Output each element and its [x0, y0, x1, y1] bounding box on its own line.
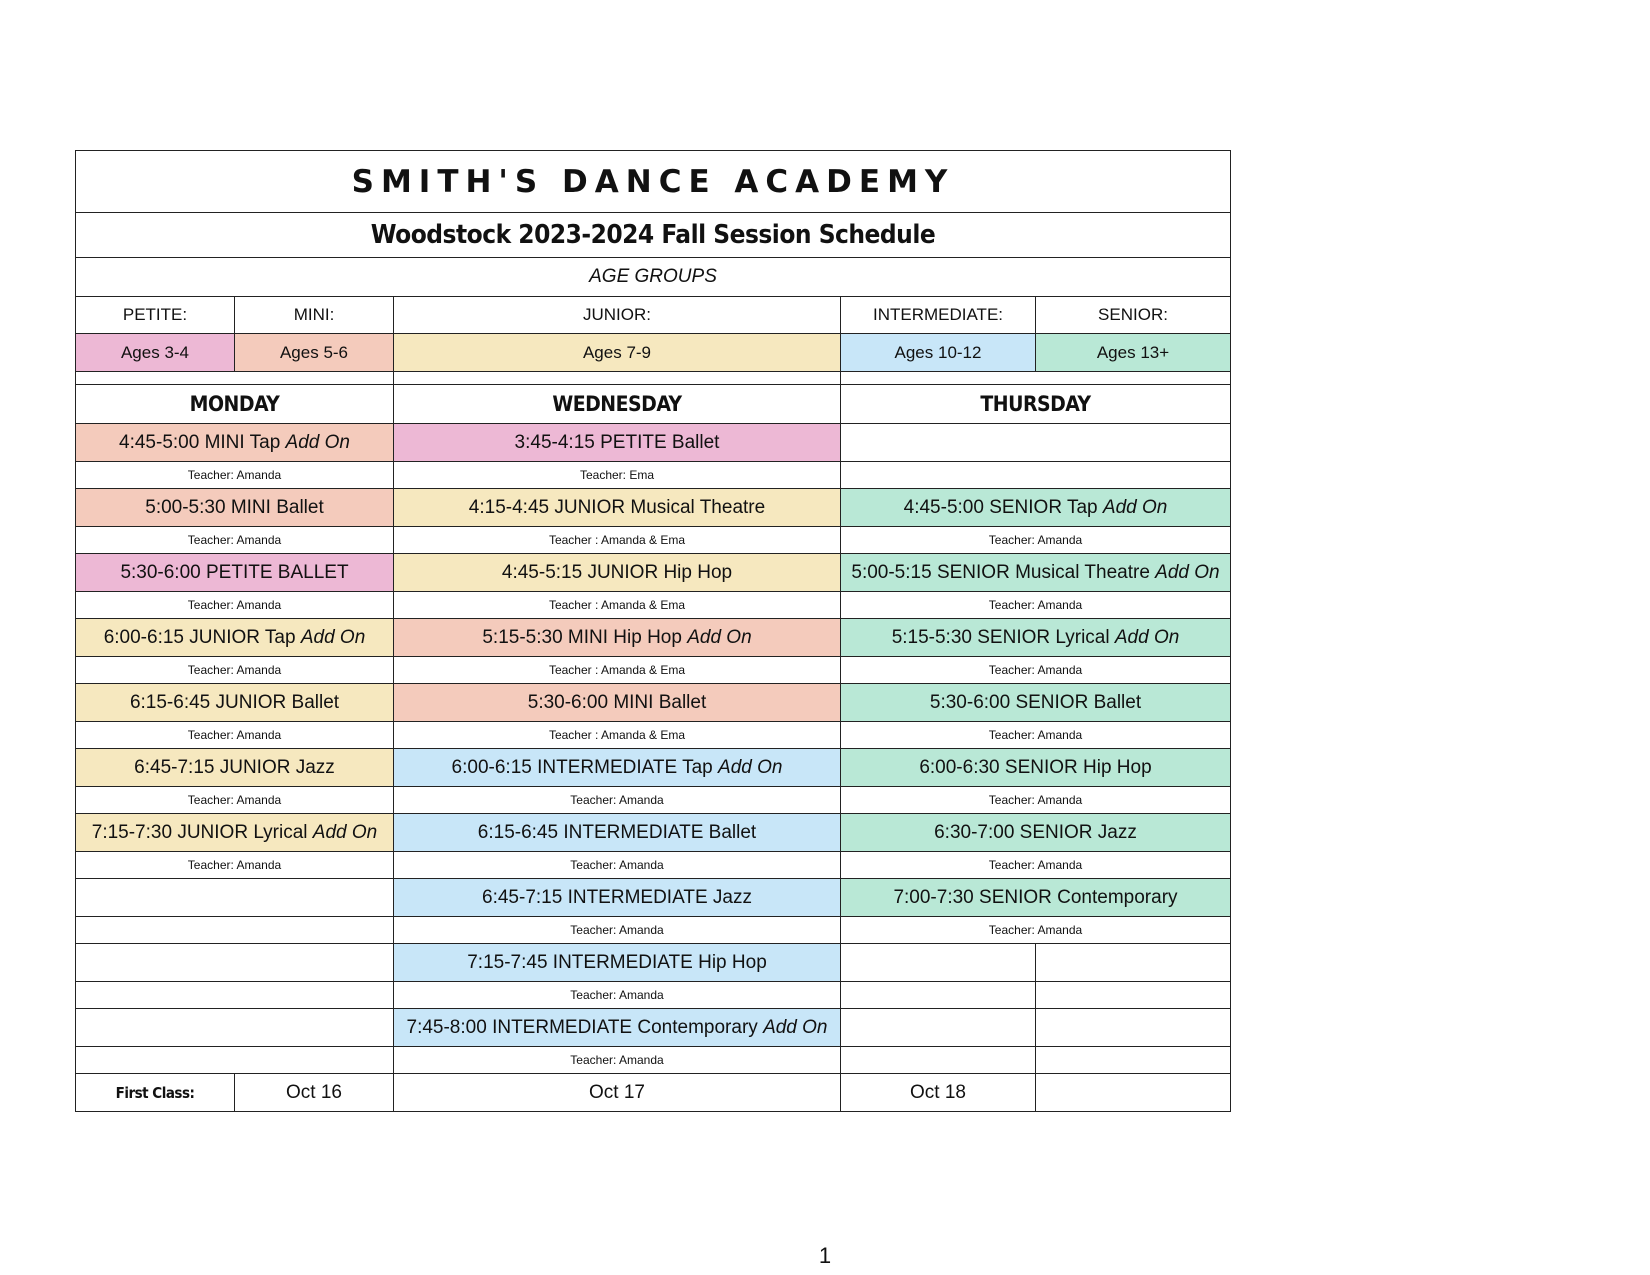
class-time-title: 7:15-7:45 INTERMEDIATE Hip Hop — [467, 951, 767, 973]
class-time-title: 3:45-4:15 PETITE Ballet — [514, 431, 720, 453]
teacher-cell-thursday: Teacher: Amanda — [841, 917, 1231, 944]
day-header-thursday: THURSDAY — [841, 385, 1231, 424]
class-time-title: 6:30-7:00 SENIOR Jazz — [934, 821, 1137, 843]
add-on-label: Add On — [687, 626, 752, 648]
teacher-cell-monday: Teacher: Amanda — [76, 462, 394, 489]
teacher-cell-monday: Teacher: Amanda — [76, 852, 394, 879]
teacher-cell-wednesday: Teacher: Ema — [394, 462, 841, 489]
first-class-thursday: Oct 18 — [841, 1074, 1036, 1112]
add-on-label: Add On — [1102, 496, 1168, 518]
teacher-cell-thursday: Teacher: Amanda — [841, 787, 1231, 814]
spacer-cell — [841, 372, 1231, 385]
class-cell-thursday — [841, 684, 1231, 722]
age-group-label-junior: JUNIOR: — [394, 297, 841, 334]
age-range-intermediate: Ages 10-12 — [841, 334, 1036, 372]
class-time-title: 5:30-6:00 SENIOR Ballet — [929, 691, 1142, 713]
class-cell-wednesday — [394, 814, 841, 852]
class-time-title: 6:45-7:15 INTERMEDIATE Jazz — [482, 886, 752, 908]
day-header-wednesday: WEDNESDAY — [394, 385, 841, 424]
class-time-title: 5:15-5:30 SENIOR Lyrical — [891, 626, 1110, 648]
teacher-cell-monday: Teacher: Amanda — [76, 657, 394, 684]
empty-cell — [841, 1047, 1036, 1074]
class-cell-monday — [76, 489, 394, 527]
class-cell-monday — [76, 619, 394, 657]
class-time-title: 5:00-5:15 SENIOR Musical Theatre — [851, 561, 1150, 583]
class-time-title: 6:00-6:15 INTERMEDIATE Tap — [451, 756, 713, 778]
teacher-cell-wednesday: Teacher: Amanda — [394, 917, 841, 944]
class-cell-wednesday — [394, 879, 841, 917]
teacher-cell-thursday: Teacher: Amanda — [841, 657, 1231, 684]
academy-title: SMITH'S DANCE ACADEMY — [76, 151, 1231, 213]
teacher-cell-wednesday: Teacher : Amanda & Ema — [394, 592, 841, 619]
class-time-title: 7:15-7:30 JUNIOR Lyrical — [91, 821, 308, 843]
age-range-junior: Ages 7-9 — [394, 334, 841, 372]
empty-cell — [841, 982, 1036, 1009]
teacher-cell-thursday: Teacher: Amanda — [841, 592, 1231, 619]
empty-cell — [76, 982, 394, 1009]
teacher-cell-monday: Teacher: Amanda — [76, 527, 394, 554]
class-cell-monday — [76, 684, 394, 722]
empty-cell — [76, 917, 394, 944]
teacher-cell-wednesday: Teacher: Amanda — [394, 1047, 841, 1074]
teacher-cell-wednesday: Teacher: Amanda — [394, 982, 841, 1009]
class-time-title: 4:45-5:00 MINI Tap — [119, 431, 281, 453]
empty-cell — [76, 879, 394, 917]
teacher-cell-thursday: Teacher: Amanda — [841, 852, 1231, 879]
empty-cell — [841, 1009, 1036, 1047]
teacher-cell-wednesday: Teacher : Amanda & Ema — [394, 527, 841, 554]
age-range-mini: Ages 5-6 — [235, 334, 394, 372]
empty-cell — [1036, 982, 1231, 1009]
class-cell-wednesday — [394, 684, 841, 722]
empty-cell — [76, 944, 394, 982]
teacher-cell-wednesday: Teacher: Amanda — [394, 787, 841, 814]
empty-cell — [1036, 1074, 1231, 1112]
first-class-wednesday: Oct 17 — [394, 1074, 841, 1112]
class-time-title: 4:45-5:00 SENIOR Tap — [903, 496, 1098, 518]
class-time-title: 7:00-7:30 SENIOR Contemporary — [893, 886, 1178, 908]
teacher-cell-wednesday: Teacher : Amanda & Ema — [394, 722, 841, 749]
add-on-label: Add On — [1114, 626, 1180, 648]
day-header-monday: MONDAY — [76, 385, 394, 424]
add-on-label: Add On — [1155, 561, 1220, 583]
teacher-cell-wednesday: Teacher : Amanda & Ema — [394, 657, 841, 684]
empty-cell — [1036, 944, 1231, 982]
empty-cell — [76, 1009, 394, 1047]
class-cell-thursday — [841, 749, 1231, 787]
add-on-label: Add On — [300, 626, 366, 648]
class-cell-wednesday — [394, 489, 841, 527]
class-time-title: 6:00-6:30 SENIOR Hip Hop — [919, 756, 1152, 778]
empty-cell — [841, 424, 1231, 462]
class-cell-thursday — [841, 554, 1231, 592]
teacher-cell-monday: Teacher: Amanda — [76, 722, 394, 749]
age-group-label-mini: MINI: — [235, 297, 394, 334]
class-time-title: 5:15-5:30 MINI Hip Hop — [482, 626, 682, 648]
class-cell-wednesday — [394, 424, 841, 462]
class-cell-wednesday — [394, 1009, 841, 1047]
add-on-label: Add On — [285, 431, 350, 453]
class-cell-thursday — [841, 814, 1231, 852]
teacher-cell-monday: Teacher: Amanda — [76, 592, 394, 619]
first-class-label: First Class: — [76, 1074, 235, 1112]
empty-cell — [841, 944, 1036, 982]
empty-cell — [76, 1047, 394, 1074]
empty-cell — [841, 462, 1231, 489]
age-group-label-intermediate: INTERMEDIATE: — [841, 297, 1036, 334]
class-cell-monday — [76, 749, 394, 787]
age-groups-heading: AGE GROUPS — [76, 258, 1231, 297]
first-class-monday: Oct 16 — [235, 1074, 394, 1112]
class-cell-thursday — [841, 879, 1231, 917]
class-time-title: 5:00-5:30 MINI Ballet — [145, 496, 324, 518]
class-cell-monday — [76, 814, 394, 852]
class-time-title: 5:30-6:00 MINI Ballet — [527, 691, 707, 713]
add-on-label: Add On — [763, 1016, 828, 1038]
age-group-label-senior: SENIOR: — [1036, 297, 1231, 334]
empty-cell — [1036, 1047, 1231, 1074]
class-cell-monday — [76, 424, 394, 462]
class-time-title: 6:15-6:45 JUNIOR Ballet — [129, 691, 340, 713]
class-cell-thursday — [841, 489, 1231, 527]
class-cell-wednesday — [394, 619, 841, 657]
age-range-senior: Ages 13+ — [1036, 334, 1231, 372]
teacher-cell-wednesday: Teacher: Amanda — [394, 852, 841, 879]
class-cell-monday — [76, 554, 394, 592]
class-time-title: 4:45-5:15 JUNIOR Hip Hop — [501, 561, 733, 583]
class-time-title: 6:45-7:15 JUNIOR Jazz — [134, 756, 335, 778]
class-time-title: 4:15-4:45 JUNIOR Musical Theatre — [468, 496, 766, 518]
spacer-cell — [76, 372, 394, 385]
page-number: 1 — [818, 1243, 832, 1268]
add-on-label: Add On — [718, 756, 783, 778]
age-range-petite: Ages 3-4 — [76, 334, 235, 372]
add-on-label: Add On — [312, 821, 378, 843]
empty-cell — [1036, 1009, 1231, 1047]
class-time-title: 6:15-6:45 INTERMEDIATE Ballet — [477, 821, 757, 843]
class-time-title: 5:30-6:00 PETITE BALLET — [120, 561, 349, 583]
session-subtitle: Woodstock 2023-2024 Fall Session Schedule — [76, 213, 1231, 258]
teacher-cell-monday: Teacher: Amanda — [76, 787, 394, 814]
schedule-table — [75, 150, 1231, 1112]
class-time-title: 7:45-8:00 INTERMEDIATE Contemporary — [406, 1016, 758, 1038]
class-cell-wednesday — [394, 749, 841, 787]
spacer-cell — [394, 372, 841, 385]
class-cell-thursday — [841, 619, 1231, 657]
class-cell-wednesday — [394, 944, 841, 982]
teacher-cell-thursday: Teacher: Amanda — [841, 722, 1231, 749]
teacher-cell-thursday: Teacher: Amanda — [841, 527, 1231, 554]
age-group-label-petite: PETITE: — [76, 297, 235, 334]
class-cell-wednesday — [394, 554, 841, 592]
class-time-title: 6:00-6:15 JUNIOR Tap — [103, 626, 296, 648]
